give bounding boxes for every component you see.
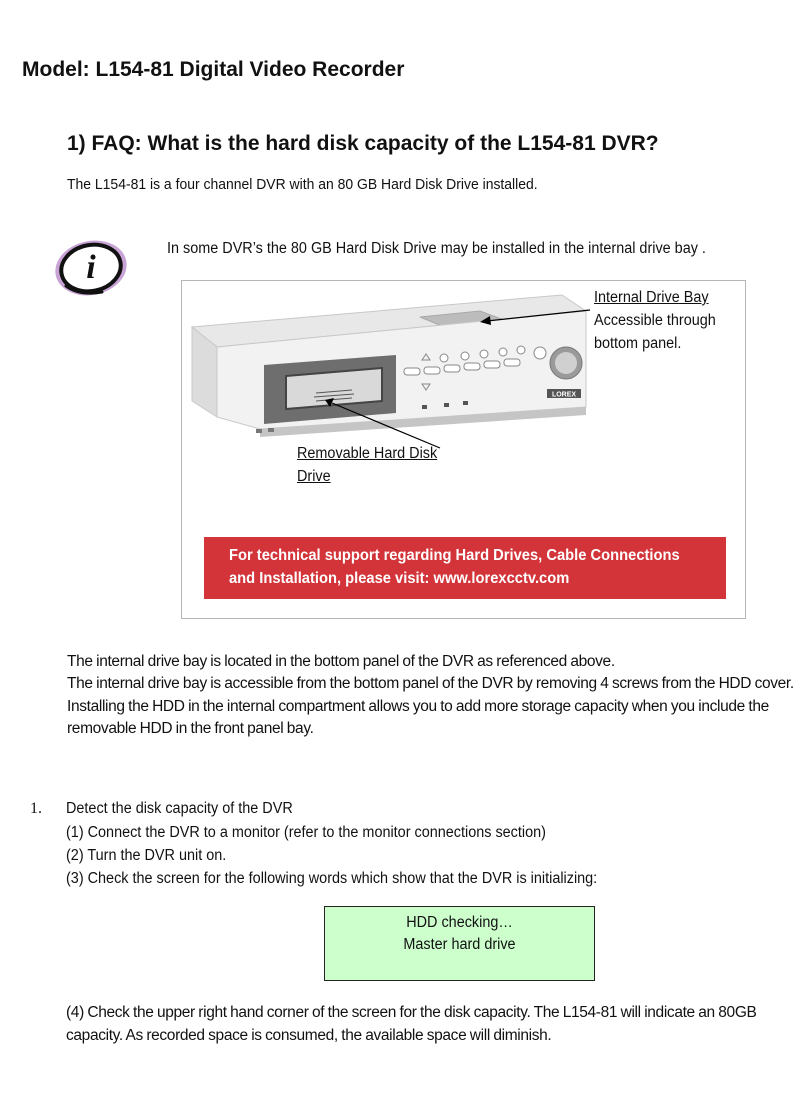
substep-connect: (1) Connect the DVR to a monitor (refer to the monitor connections section): [66, 824, 546, 841]
support-banner: [204, 537, 726, 599]
substep-check-capacity: (4) Check the upper right hand corner of the screen for the disk capacity. The L154-81 will indicate an 80GB capacity. As recorded space is consumed, the available space will diminish.: [66, 1004, 757, 1044]
callout-removable-line2: Drive: [297, 468, 331, 485]
callout-internal-title: Internal Drive Bay: [594, 289, 709, 306]
paragraph: The internal drive bay is located in the bottom panel of the DVR as referenced above.: [67, 653, 615, 670]
faq-heading: 1) FAQ: What is the hard disk capacity of the L154-81 DVR?: [67, 132, 659, 155]
callout-internal-line2: bottom panel.: [594, 335, 682, 352]
info-icon: [50, 236, 132, 300]
status-line1: HDD checking…: [406, 914, 513, 931]
drive-bay-paragraphs: [67, 651, 797, 740]
brand-label: LOREX: [551, 391, 577, 399]
paragraph: Installing the HDD in the internal compartment allows you to add more storage capacity when you include the removable HDD in the front panel bay.: [67, 697, 769, 737]
support-line2: and Installation, please visit: www.lorexcctv.com: [229, 570, 570, 587]
hdd-status-box: [324, 906, 595, 981]
step-number: 1.: [30, 800, 42, 817]
model-title: Model: L154-81 Digital Video Recorder: [22, 58, 405, 81]
support-line1: For technical support regarding Hard Drives, Cable Connections: [229, 547, 680, 564]
info-icon-letter: i: [86, 249, 96, 286]
step-title: Detect the disk capacity of the DVR: [66, 800, 293, 817]
substep-power-on: (2) Turn the DVR unit on.: [66, 847, 227, 864]
substep-check-screen: (3) Check the screen for the following words which show that the DVR is initializing:: [66, 870, 598, 887]
paragraph: The internal drive bay is accessible from the bottom panel of the DVR by removing 4 screws from the HDD cover.: [67, 675, 794, 693]
callout-internal-drive-bay: [594, 286, 716, 355]
dvr-figure: [181, 280, 746, 619]
callout-removable-drive: [297, 442, 437, 488]
status-line2: Master hard drive: [403, 936, 516, 953]
intro-text: The L154-81 is a four channel DVR with an 80 GB Hard Disk Drive installed.: [67, 176, 538, 193]
callout-internal-line1: Accessible through: [594, 312, 716, 329]
callout-removable-line1: Removable Hard Disk: [297, 445, 438, 462]
info-note: In some DVR’s the 80 GB Hard Disk Drive may be installed in the internal drive bay .: [167, 240, 706, 257]
